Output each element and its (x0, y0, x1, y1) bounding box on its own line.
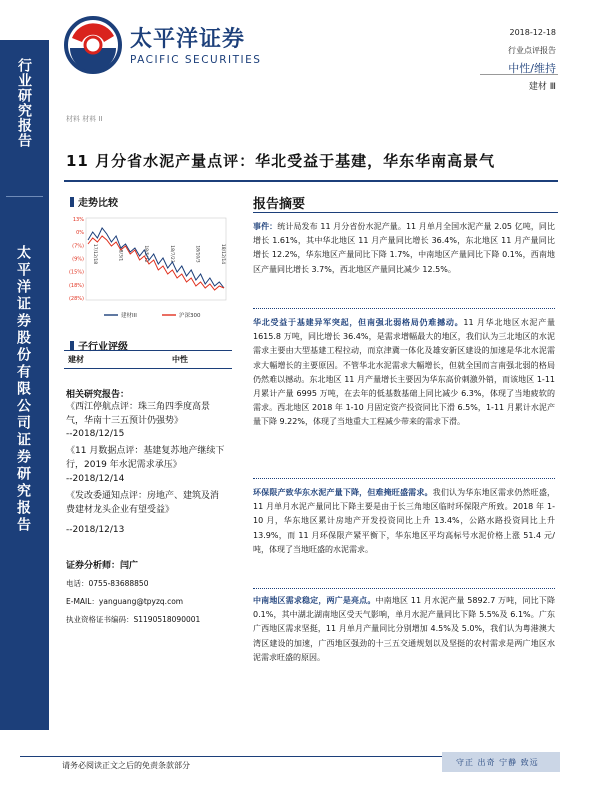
paragraph-lead: 事件： (253, 222, 278, 231)
page-title: 11 月分省水泥产量点评：华北受益于基建，华东华南高景气 (66, 152, 496, 170)
summary-paragraph (253, 594, 555, 665)
rating-table-bottom-rule (64, 368, 232, 369)
company-slogan: 守正 出奇 宁静 致远 (456, 758, 539, 767)
paragraph-lead: 环保限产致华东水泥产量下降，但难掩旺盛需求。 (253, 488, 433, 497)
related-report-title[interactable]: 《发改委通知点评：房地产、建筑及消费建材龙头企业有望受益》 (66, 491, 220, 515)
paragraph-text: 11 月华北地区水泥产量 1615.8 万吨，同比增长 36.4%，是需求增幅最大的地区，我们认为三北地区的水泥需求主要由大型基建工程拉动，而京津冀一体化及雄安新区建设的加速是华北水泥需求大幅增长的主要原因。不管华北水泥需求大幅增长，但就全国而言南强北弱的格局仍然难以撼动。东北地区 11 月产量增长主要因为华东高价刺激外销，而该地区 1-11 月累计产量 6995 万吨，在去年的低基数基础上同比减少 6.3%，体现了当地疲软的需求。西北地区 2018 年 1-10 月固定资产投资同比下滑 6.5%，1-11 月累计水泥产量下降 9.22%，体现了当地重大工程减少带来的需求下滑。 (253, 318, 555, 427)
logo-mark-icon (64, 16, 122, 74)
paragraph-divider (253, 588, 555, 589)
rating-table-top-rule (64, 350, 232, 351)
y-tick-label: (9%) (72, 256, 84, 263)
x-tick-label: 18/5/12 (143, 245, 149, 263)
related-report-title[interactable]: 《11 月数据点评：基建复苏地产继续下行，2019 年水泥需求承压》 (66, 446, 225, 470)
trend-heading (70, 194, 118, 209)
analyst-phone: 电话：0755-83688850 (66, 579, 149, 588)
report-type: 行业点评报告 (508, 46, 556, 55)
logo-name-en: PACIFIC SECURITIES (130, 54, 262, 66)
y-tick-label: (7%) (72, 243, 84, 250)
sidebar-divider (6, 196, 43, 197)
analyst-email[interactable]: E-MAIL：yanguang@tpyzq.com (66, 597, 184, 606)
summary-paragraph (253, 486, 555, 557)
disclaimer-note: 请务必阅读正文之后的免责条款部分 (62, 761, 190, 770)
related-report-date: --2018/12/13 (66, 525, 125, 535)
industry-rating-heading-text: 子行业评级 (78, 342, 128, 353)
sidebar (0, 40, 49, 730)
summary-paragraph (253, 316, 555, 430)
paragraph-lead: 华北受益于基建异军突起，但南强北弱格局仍难撼动。 (253, 318, 464, 327)
paragraph-divider (253, 478, 555, 479)
related-report-date: --2018/12/14 (66, 474, 125, 484)
analyst-license: 执业资格证书编码：S1190518090001 (66, 615, 201, 624)
series-line (88, 236, 224, 290)
x-tick-label: 18/12/14 (220, 243, 225, 265)
title-divider (64, 180, 558, 182)
breadcrumb: 材料 材料 II (66, 115, 103, 123)
sidebar-report-category: 行业研究报告 (16, 58, 32, 148)
rating-divider (480, 74, 558, 75)
trend-chart-svg (64, 212, 232, 327)
related-report-title[interactable]: 《西江停航点评：珠三角四季度高景气，华南十三五预计仍强势》 (66, 402, 211, 426)
y-tick-label: 13% (72, 217, 84, 223)
summary-paragraph (253, 220, 555, 277)
x-tick-label: 18/10/3 (194, 245, 200, 263)
x-tick-label: 17/12/18 (92, 243, 97, 265)
legend-label: 建材III (121, 313, 137, 319)
analyst-heading: 证券分析师：闫广 (66, 561, 139, 571)
paragraph-text: 中南地区 11 月水泥产量 5892.7 万吨，同比下降 0.1%，其中湖北湖南地区受天气影响，单月水泥产量同比下降 5.5%及 6.1%。广东广西地区需求坚挺，11 月单月产量同比分别增加 4.5%及 5.0%，我们认为粤港澳大湾区建设的加速，广西地区强劲的十三五交通规划以及坚挺的农村需求是两广地区水泥需求旺盛的原因。 (253, 596, 556, 662)
company-logo (64, 16, 274, 82)
section-bullet-icon (70, 197, 74, 207)
paragraph-divider (253, 308, 555, 309)
y-tick-label: 0% (76, 230, 84, 237)
summary-heading: 报告摘要 (253, 197, 306, 212)
industry-label: 建材 Ⅲ (528, 82, 556, 92)
paragraph-lead: 中南地区需求稳定，两广是亮点。 (253, 596, 376, 605)
rating-table-rating: 中性 (172, 355, 188, 364)
related-report-date: --2018/12/15 (66, 429, 125, 439)
summary-divider (253, 212, 558, 213)
x-tick-label: 18/7/23 (168, 245, 174, 263)
report-date: 2018-12-18 (509, 28, 556, 37)
y-tick-label: (28%) (68, 296, 84, 302)
logo-name-cn: 太平洋证券 (130, 27, 246, 52)
trend-heading-text: 走势比较 (78, 198, 118, 209)
related-reports-heading: 相关研究报告： (66, 390, 130, 400)
series-line (88, 228, 224, 288)
paragraph-text: 统计局发布 11 月分省份水泥产量。11 月单月全国水泥产量 2.05 亿吨，同比增长 1.61%，其中华北地区 11 月产量同比增长 36.4%，东北地区 11 月产量同比增长 12.2%，华东地区产量同比下降 1.7%，中南地区产量同比下降 0.1%，西南地区产量同比增长 3.7%，西北地区产量同比减少 12.5%。 (253, 222, 556, 274)
legend-label: 沪深300 (179, 313, 201, 319)
sidebar-top (0, 40, 49, 160)
rating-table-industry: 建材 (68, 355, 84, 364)
trend-chart (64, 212, 232, 327)
y-tick-label: (18%) (68, 282, 84, 289)
y-tick-label: (15%) (68, 269, 84, 276)
sidebar-company-label: 太平洋证券股份有限公司证券研究报告 (15, 245, 31, 534)
rating-label: 中性/维持 (508, 62, 556, 75)
x-tick-label: 18/3/1 (117, 246, 123, 262)
paragraph-text: 我们认为华东地区需求仍然旺盛，11 月单月水泥产量同比下降主要是由于长三角地区临时环保限产所致。2018 年 1-10 月，华东地区累计房地产开发投资同比上升 13.4%，公路水路投资同比上升 13.9%，而 11 月环保限产紧平衡下，华东地区平均高标号水泥价格上涨 51.4 元/吨，体现了当地旺盛的水泥需求。 (253, 488, 556, 554)
